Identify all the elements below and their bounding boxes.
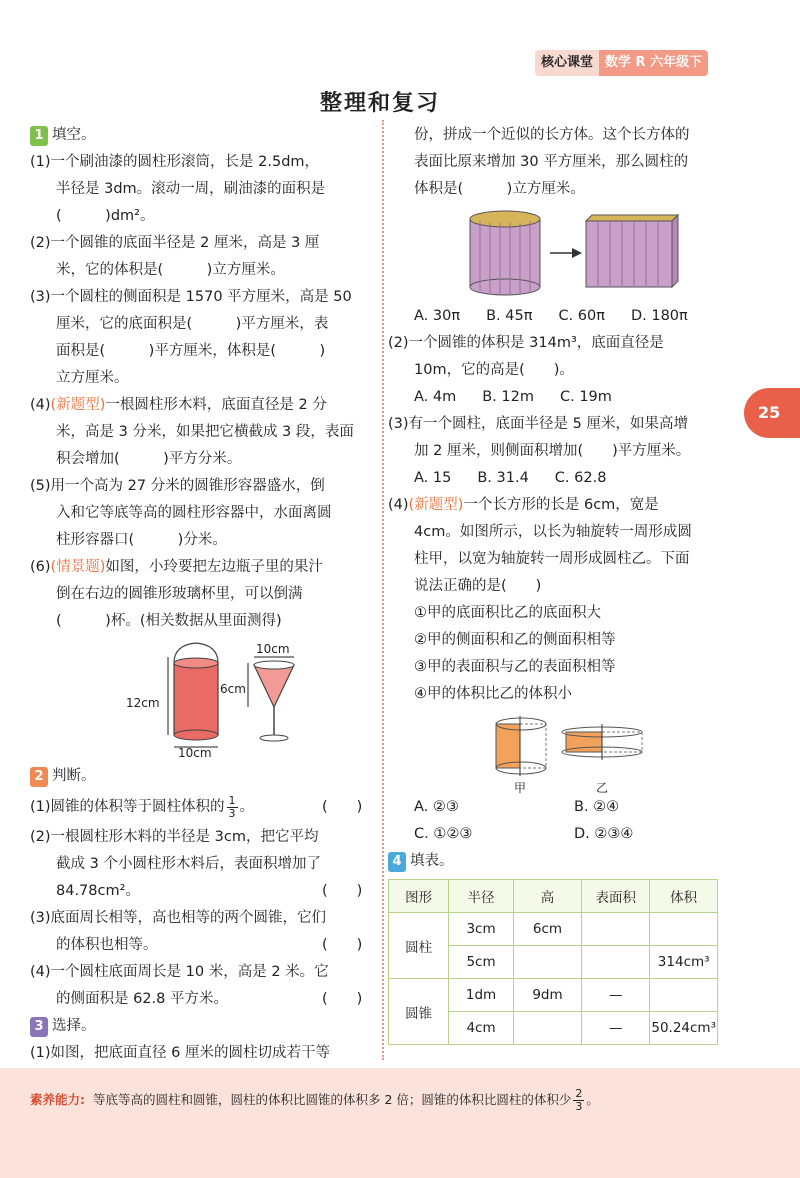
bottle-and-glass-figure — [30, 639, 376, 757]
q3-1-options — [388, 303, 728, 330]
left-column: 1 填空。 (1)一个刷油漆的圆柱形滚筒，长是 2.5dm， 半径是 3dm。滚动一周，刷油漆的面积是 ( )dm²。 (2)一个圆锥的底面半径是 2 厘米，高是 3 厘 米，它的体积是( )立方厘米。 (3)一个圆柱的侧面积是 1570 平方厘米，高是 50 厘米，它的底面积是( )平方厘米，表 面积是( )平方厘米，体积是( ) 立方厘米。 (4)(新题型)一根圆柱形木料，底面直径是 2 分 米，高是 3 分米，如果把它横截成 3 段，表面 积会增加( )平方分米。 (5)用一个高为 27 分米的圆锥形容器盛水，倒 入和它等底等高的圆柱形容器中，水面离圆 柱形容器口( )分米。 (6)(情景题)如图，小玲要把左边瓶子里的果汁 倒在右边的圆锥形玻璃杯里，可以倒满 ( )杯。(相关数据从里面测得) 12cm 10cm 10cm 6cm 2 判断。 (1)圆锥的体积等于圆柱体积的 $\frac{1}{3}$ 。 ( ) (2)一根圆柱形木料的半径是 3cm，把它平均 截成 3 个小圆柱形木料后，表面积增加了 84.78cm²。 ( ) (3)底面周长相等，高也相等的两个圆锥，它们 的体积也相等。 ( ) (4)一个圆柱底面周长是 10 米，高是 2 米。它 的侧面积是 62.8 平方米。 ( ) 3 选择。 (1)如图，把底面直径 6 厘米的圆柱切成若干等 — [30, 122, 376, 1067]
q3-4-options-row2 — [388, 821, 728, 848]
q3-3-line: (3)有一个圆柱，底面半径是 5 厘米，如果高增 — [388, 416, 688, 432]
page-number-tab: 25 — [744, 388, 800, 438]
table-row: 4cm — 50.24cm³ — [389, 1012, 718, 1045]
glass-diameter-label: 10cm — [256, 642, 290, 656]
section-1-badge: 1 — [30, 126, 48, 146]
option-d[interactable]: D. ②③④ — [574, 826, 634, 842]
option-b[interactable]: B. 31.4 — [477, 470, 529, 486]
rotating-cylinders-figure — [388, 712, 728, 794]
bottle-height-label: 12cm — [126, 696, 160, 710]
fill-table — [388, 879, 718, 1045]
option-a[interactable]: A. 30π — [414, 308, 461, 324]
q2-1-line: (1)圆锥的体积等于圆柱体积的 $\frac{1}{3}$ 。 ( ) — [30, 790, 376, 824]
section-3-heading: 3 选择。 — [30, 1013, 376, 1040]
q3-2-line: (2)一个圆锥的体积是 314m³，底面直径是 — [388, 335, 664, 351]
option-a[interactable]: A. 15 — [414, 470, 452, 486]
q3-1-line: (1)如图，把底面直径 6 厘米的圆柱切成若干等 — [30, 1045, 330, 1061]
header-tag-grade: 数学 R 六年级下 — [599, 50, 708, 76]
scenario-tag: (情景题) — [50, 559, 106, 575]
q3-4-options-row1 — [388, 794, 728, 821]
table-header-row: 图形 半径 高 表面积 体积 — [389, 880, 718, 913]
blank-cell[interactable] — [650, 913, 718, 946]
statement-2: ②甲的侧面积和乙的侧面积相等 — [414, 632, 616, 648]
option-b[interactable]: B. 12m — [482, 389, 534, 405]
section-1-heading: 1 填空。 — [30, 122, 376, 149]
q2-4-line: (4)一个圆柱底面周长是 10 米，高是 2 米。它 — [30, 964, 329, 980]
bottle-diameter-label: 10cm — [178, 746, 212, 757]
option-c[interactable]: C. ①②③ — [414, 826, 473, 842]
option-c[interactable]: C. 60π — [558, 308, 605, 324]
header-tag — [535, 50, 708, 76]
option-b[interactable]: B. 45π — [486, 308, 533, 324]
q2-2-line: (2)一根圆柱形木料的半径是 3cm，把它平均 — [30, 829, 319, 845]
blank-cell[interactable] — [582, 913, 650, 946]
glass-height-label: 6cm — [220, 682, 246, 696]
table-row: 5cm 314cm³ — [389, 946, 718, 979]
section-2-heading: 2 判断。 — [30, 763, 376, 790]
fraction-two-thirds: $\frac{2}{3}$ — [575, 1087, 583, 1113]
new-type-tag: (新题型) — [50, 397, 106, 413]
q3-4-line: (4)(新题型)一个长方形的长是 6cm，宽是 — [388, 497, 659, 513]
q3-3-options — [388, 465, 728, 492]
blank-cell[interactable] — [650, 979, 718, 1012]
option-c[interactable]: C. 19m — [559, 389, 612, 405]
blank-cell[interactable] — [513, 1012, 581, 1045]
option-a[interactable]: A. 4m — [414, 389, 457, 405]
q1-1-line: (1)一个刷油漆的圆柱形滚筒，长是 2.5dm， — [30, 154, 320, 170]
judge-paren-1[interactable]: ( ) — [322, 799, 363, 815]
blank-cell[interactable] — [582, 946, 650, 979]
section-3-badge: 3 — [30, 1017, 48, 1037]
cylinder-yi-label: 乙 — [596, 781, 609, 794]
option-d[interactable]: D. 180π — [630, 308, 688, 324]
blank-cell[interactable] — [513, 946, 581, 979]
option-b[interactable]: B. ②④ — [574, 799, 620, 815]
option-c[interactable]: C. 62.8 — [554, 470, 607, 486]
judge-paren-4[interactable]: ( ) — [322, 991, 363, 1007]
header-tag-course: 核心课堂 — [535, 50, 599, 76]
new-type-tag: (新题型) — [408, 497, 464, 513]
right-column: 份，拼成一个近似的长方体。这个长方体的 表面比原来增加 30 平方厘米，那么圆柱的 体积是( )立方厘米。 A. 30π B. 45π C. 60π D. 180π (2)一个圆锥的体积是 314m³，底面直径是 10m，它的高是( )。 A. 4m B. 12m C. 19m (3)有一个圆柱，底面半径是 5 厘米，如果高增 加 2 厘米，则侧面积增加( )平方厘米。 A. 15 B. 31.4 C. 62.8 (4)(新题型)一个长方形的长是 6cm，宽是 4cm。如图所示，以长为轴旋转一周形成圆 柱甲，以宽为轴旋转一周形成圆柱乙。下面 说法正确的是( ) ①甲的底面积比乙的底面积大 ②甲的侧面积和乙的侧面积相等 ③甲的表面积与乙的表面积相等 ④甲的体积比乙的体积小 甲 乙 A. ②③ B. ②④ C. ①②③ D. ②③④ 4 填表。 图形 半径 高 表面积 体积 圆柱 3cm 6cm 5cm 314cm³ 圆锥 1dm 9dm — 4cm — 50.24cm³ — [388, 122, 728, 1045]
statement-3: ③甲的表面积与乙的表面积相等 — [414, 659, 616, 675]
footer-note: 素养能力: 等底等高的圆柱和圆锥，圆柱的体积比圆锥的体积多 2 倍；圆锥的体积比圆柱的体积少 $\frac{2}{3}$ 。 — [30, 1087, 599, 1113]
footer-label: 素养能力: — [30, 1092, 85, 1107]
judge-paren-2[interactable]: ( ) — [322, 883, 363, 899]
table-row: 圆柱 3cm 6cm — [389, 913, 718, 946]
q1-6-line: (6)(情景题)如图，小玲要把左边瓶子里的果汁 — [30, 559, 323, 575]
judge-paren-3[interactable]: ( ) — [322, 937, 363, 953]
cylinder-to-cuboid-figure — [388, 207, 728, 303]
footer-band — [0, 1068, 800, 1178]
section-2-badge: 2 — [30, 767, 48, 787]
cylinder-jia-label: 甲 — [514, 781, 527, 794]
page-title: 整理和复习 — [319, 91, 440, 116]
statement-4: ④甲的体积比乙的体积小 — [414, 686, 572, 702]
fraction-one-third: $\frac{1}{3}$ — [228, 793, 236, 820]
section-4-badge: 4 — [388, 852, 406, 872]
q1-5-line: (5)用一个高为 27 分米的圆锥形容器盛水，倒 — [30, 478, 325, 494]
option-a[interactable]: A. ②③ — [414, 799, 459, 815]
q3-2-options — [388, 384, 728, 411]
section-4-heading: 4 填表。 — [388, 848, 728, 875]
q1-3-line: (3)一个圆柱的侧面积是 1570 平方厘米，高是 50 — [30, 289, 352, 305]
q1-2-line: (2)一个圆锥的底面半径是 2 厘米，高是 3 厘 — [30, 235, 320, 251]
column-divider — [382, 120, 384, 1060]
statement-1: ①甲的底面积比乙的底面积大 — [414, 605, 601, 621]
q2-3-line: (3)底面周长相等，高也相等的两个圆锥，它们 — [30, 910, 327, 926]
table-row: 圆锥 1dm 9dm — — [389, 979, 718, 1012]
q1-4-line: (4)(新题型)一根圆柱形木料，底面直径是 2 分 — [30, 397, 327, 413]
